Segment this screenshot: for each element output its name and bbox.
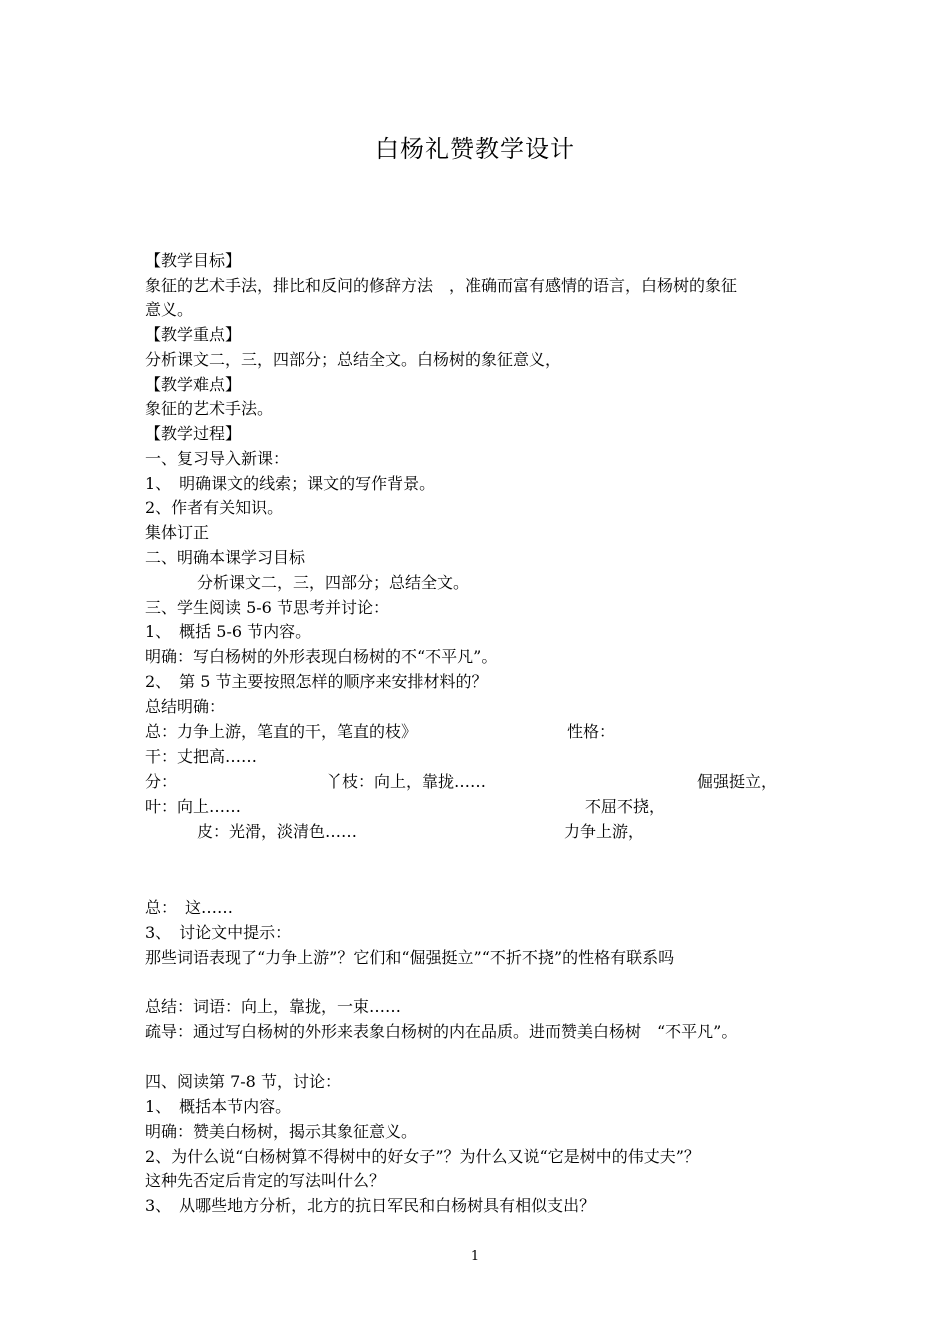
outline-line: 总：力争上游，笔直的干，笔直的枝》	[145, 722, 418, 741]
section-heading: 三、学生阅读 5-6 节思考并讨论：	[145, 598, 389, 617]
outline-line: 不屈不挠，	[585, 797, 666, 816]
outline-line: 倔强挺立，	[697, 772, 778, 791]
paragraph-line: 分析课文二，三，四部分；总结全文。白杨树的象征意义，	[145, 350, 562, 369]
outline-line: 皮：光滑，淡清色……	[197, 822, 358, 841]
paragraph-line: 集体订正	[145, 523, 210, 542]
list-item: 1、 概括 5-6 节内容。	[145, 622, 312, 641]
outline-line: 分：	[145, 772, 178, 791]
list-item: 3、 从哪些地方分析，北方的抗日军民和白杨树具有相似支出？	[145, 1196, 596, 1215]
section-heading: 四、阅读第 7-8 节，讨论：	[145, 1072, 341, 1091]
paragraph-line: 那些词语表现了“力争上游”？它们和“倔强挺立”“不折不挠”的性格有联系吗	[145, 948, 675, 967]
document-title: 白杨礼赞教学设计	[375, 135, 575, 163]
list-item: 2、为什么说“白杨树算不得树中的好女子”？为什么又说“它是树中的伟丈夫”？	[145, 1147, 700, 1166]
list-item: 2、作者有关知识。	[145, 498, 284, 517]
paragraph-line: 总结明确：	[145, 697, 226, 716]
paragraph-line: 这种先否定后肯定的写法叫什么？	[145, 1171, 386, 1190]
paragraph-line: 明确：赞美白杨树，揭示其象征意义。	[145, 1122, 418, 1141]
section-heading: 二、明确本课学习目标	[145, 548, 306, 567]
heading-teaching-focus: 【教学重点】	[145, 325, 242, 344]
paragraph-line: 明确：写白杨树的外形表现白杨树的不“不平凡”。	[145, 647, 498, 666]
list-item: 1、 概括本节内容。	[145, 1097, 292, 1116]
paragraph-line: 意义。	[145, 300, 194, 319]
list-item: 3、 讨论文中提示：	[145, 923, 292, 942]
heading-teaching-process: 【教学过程】	[145, 424, 242, 443]
paragraph-line: 象征的艺术手法。	[145, 399, 274, 418]
page-number: 1	[470, 1249, 480, 1264]
paragraph-line: 疏导：通过写白杨树的外形来表象白杨树的内在品质。进而赞美白杨树 “不平凡”。	[145, 1022, 738, 1041]
heading-teaching-goals: 【教学目标】	[145, 251, 242, 270]
paragraph-line: 分析课文二，三，四部分；总结全文。	[197, 573, 470, 592]
outline-line: 性格：	[567, 722, 616, 741]
paragraph-line: 总结：词语：向上，靠拢，一束……	[145, 997, 402, 1016]
outline-line: 叶：向上……	[145, 797, 242, 816]
list-item: 2、 第 5 节主要按照怎样的顺序来安排材料的？	[145, 672, 488, 691]
paragraph-line: 象征的艺术手法，排比和反问的修辞方法 ，准确而富有感情的语言，白杨树的象征	[145, 276, 738, 295]
outline-line: 丫枝：向上，靠拢……	[326, 772, 487, 791]
outline-line: 力争上游，	[564, 822, 645, 841]
outline-line: 干：丈把高……	[145, 747, 258, 766]
outline-line: 总： 这……	[145, 898, 234, 917]
list-item: 1、 明确课文的线索；课文的写作背景。	[145, 474, 436, 493]
heading-teaching-difficulty: 【教学难点】	[145, 375, 242, 394]
section-heading: 一、复习导入新课：	[145, 449, 290, 468]
